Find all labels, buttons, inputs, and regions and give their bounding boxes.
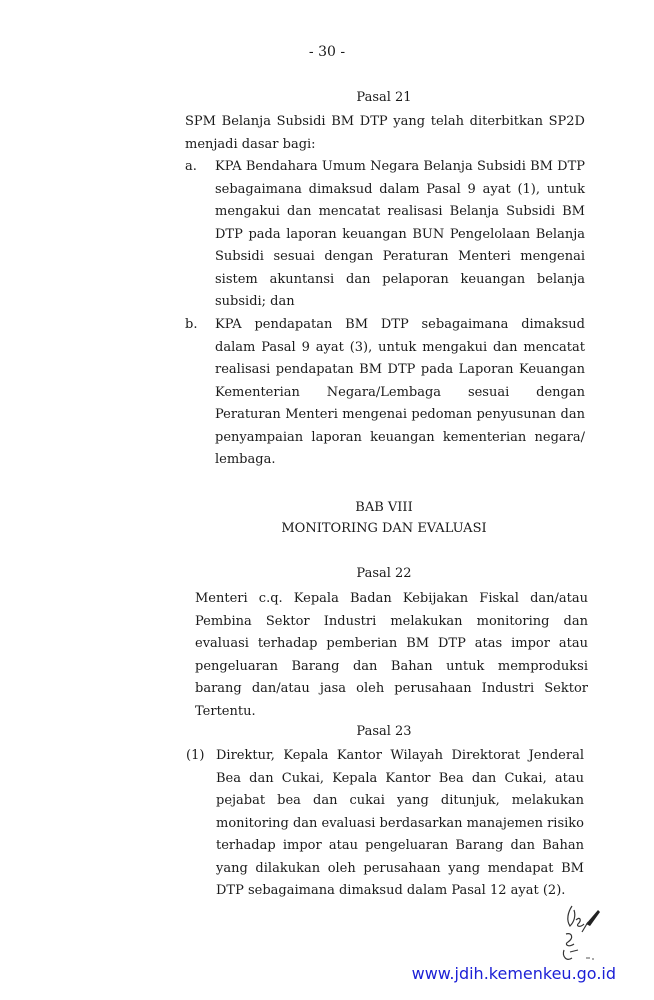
- item-text: Direktur, Kepala Kantor Wilayah Direktorat Jenderal Bea dan Cukai, Kepala Kantor Bea dan Cukai, atau pejabat bea dan cukai yang ditunjuk, melakukan monitoring dan evaluasi berdasarkan manajemen risiko terhadap impor atau pengeluaran Barang dan Bahan yang dilakukan oleh perusahaan yang mendapat BM DTP sebagaimana dimaksud dalam Pasal 12 ayat (2).: [216, 748, 584, 898]
- item-text: KPA Bendahara Umum Negara Belanja Subsidi BM DTP sebagaimana dimaksud dalam Pasal 9 ayat (1), untuk mengakui dan mencatat realisasi Belanja Subsidi BM DTP pada laporan keuangan BUN Pengelolaan Belanja Subsidi sesuai dengan Peraturan Menteri mengenai sistem akuntansi dan pelaporan keuangan belanja subsidi; dan: [215, 159, 585, 309]
- pasal-23-item-1: [186, 745, 586, 905]
- pasal-21-title: Pasal 21: [356, 90, 412, 105]
- item-marker: a.: [185, 159, 197, 174]
- footer-url-link[interactable]: www.jdih.kemenkeu.go.id: [411, 964, 616, 983]
- pasal-21-intro: SPM Belanja Subsidi BM DTP yang telah diterbitkan SP2D menjadi dasar bagi:: [185, 114, 585, 152]
- bab-number: BAB VIII: [355, 500, 413, 515]
- pasal-21-item-a: [185, 156, 585, 314]
- signature-initials: [552, 898, 612, 968]
- page-number: - 30 -: [308, 44, 346, 60]
- item-marker: b.: [185, 317, 198, 332]
- pasal-21-item-b: [185, 314, 585, 474]
- pasal-22-text: Menteri c.q. Kepala Badan Kebijakan Fiskal dan/atau Pembina Sektor Industri melakukan monitoring dan evaluasi terhadap pemberian BM DTP atas impor atau pengeluaran Barang dan Bahan untuk memproduksi barang dan/atau jasa oleh perusahaan Industri Sektor Tertentu.: [195, 591, 588, 719]
- pasal-22-title: Pasal 22: [356, 566, 412, 581]
- item-text: KPA pendapatan BM DTP sebagaimana dimaksud dalam Pasal 9 ayat (3), untuk mengakui dan mencatat realisasi pendapatan BM DTP pada Laporan Keuangan Kementerian Negara/Lembaga sesuai dengan Peraturan Menteri mengenai pedoman penyusunan dan penyampaian laporan keuangan kementerian negara/ lembaga.: [215, 317, 585, 467]
- pasal-23-title: Pasal 23: [356, 724, 412, 739]
- item-marker: (1): [186, 748, 205, 763]
- bab-title: MONITORING DAN EVALUASI: [281, 521, 487, 536]
